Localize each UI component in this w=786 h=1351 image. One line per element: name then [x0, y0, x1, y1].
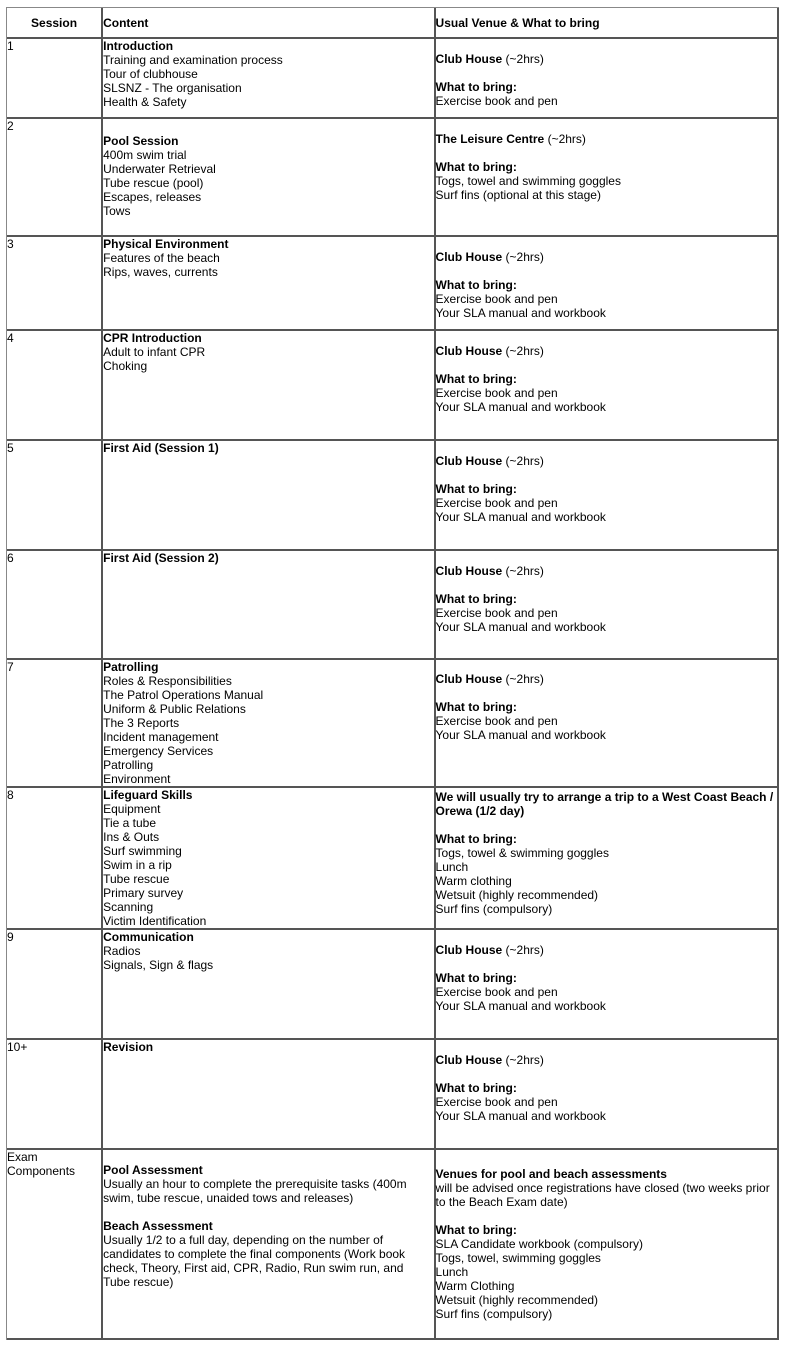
session-content-item: Equipment [103, 802, 161, 816]
bring-label: What to bring: [435, 278, 517, 292]
beach-assessment-line: Usually 1/2 to a full day, depending on the number of [103, 1233, 384, 1247]
session-content-item: Escapes, releases [103, 190, 202, 204]
exam-venue-title: Venues for pool and beach assessments [435, 1167, 667, 1181]
session-content-item: Signals, Sign & flags [103, 958, 214, 972]
venue-name-text: Club House [435, 454, 503, 468]
session-content-item: Features of the beach [103, 251, 220, 265]
pool-assessment-line: Usually an hour to complete the prerequisite tasks (400m [103, 1177, 407, 1191]
session-row [7, 1040, 779, 1150]
spacer [436, 358, 777, 372]
venue-duration: (~2hrs) [544, 132, 586, 146]
exam-bring-item: SLA Candidate workbook (compulsory) [435, 1237, 643, 1251]
venue-duration: (~2hrs) [502, 1053, 544, 1067]
session-number: 9 [7, 930, 103, 1040]
session-content-cell [103, 237, 435, 331]
session-row [7, 788, 779, 930]
bring-item: Warm clothing [435, 874, 512, 888]
header-row [7, 8, 779, 39]
session-row [7, 441, 779, 551]
session-content-item: Underwater Retrieval [103, 162, 216, 176]
session-content-item: Tube rescue (pool) [103, 176, 204, 190]
spacer [436, 818, 777, 832]
session-content-title: Revision [103, 1040, 154, 1054]
session-venue-cell [436, 441, 779, 551]
beach-assessment-line: candidates to complete the final components (Work book [103, 1247, 406, 1261]
session-content-cell [103, 331, 435, 441]
exam-bring-item: Surf fins (compulsory) [435, 1307, 553, 1321]
session-content-cell [103, 788, 435, 930]
bring-item: Wetsuit (highly recommended) [435, 888, 599, 902]
bring-item: Togs, towel and swimming goggles [435, 174, 621, 188]
bring-label: What to bring: [435, 592, 517, 606]
session-content-title: Pool Session [103, 134, 179, 148]
session-number: 2 [7, 119, 103, 237]
exam-content-cell [103, 1150, 435, 1340]
session-row [7, 237, 779, 331]
session-row [7, 119, 779, 237]
spacer [436, 468, 777, 482]
session-content-item: Patrolling [103, 758, 154, 772]
session-content-item: SLSNZ - The organisation [103, 81, 242, 95]
session-venue-cell [436, 551, 779, 660]
session-venue-cell [436, 1040, 779, 1150]
session-content-title: Lifeguard Skills [103, 788, 193, 802]
session-content-item: Victim Identification [103, 914, 207, 928]
session-content-item: 400m swim trial [103, 148, 187, 162]
beach-assessment-line: check, Theory, First aid, CPR, Radio, Run swim run, and [103, 1261, 404, 1275]
bring-label: What to bring: [435, 482, 517, 496]
session-number: 1 [7, 39, 103, 119]
exam-session-cell [7, 1150, 103, 1340]
session-content-title: Communication [103, 930, 194, 944]
exam-venue-line: to the Beach Exam date) [435, 1195, 568, 1209]
pool-assessment-title: Pool Assessment [103, 1163, 203, 1177]
spacer [436, 686, 777, 700]
bring-item: Exercise book and pen [435, 386, 558, 400]
session-number: 10+ [7, 1040, 103, 1150]
session-content-cell [103, 551, 435, 660]
bring-item: Your SLA manual and workbook [435, 1109, 606, 1123]
venue-duration: (~2hrs) [502, 943, 544, 957]
session-venue-cell [436, 660, 779, 788]
session-content-item: Tube rescue [103, 872, 170, 886]
venue-name [436, 250, 777, 264]
exam-bring-item: Warm Clothing [435, 1279, 515, 1293]
spacer [436, 146, 777, 160]
bring-item: Exercise book and pen [435, 714, 558, 728]
spacer [436, 578, 777, 592]
session-content-item: Adult to infant CPR [103, 345, 206, 359]
session-venue-cell [436, 119, 779, 237]
session-content-item: Health & Safety [103, 95, 187, 109]
session-content-item: Emergency Services [103, 744, 214, 758]
venue-name-text: The Leisure Centre [435, 132, 545, 146]
venue-duration: (~2hrs) [502, 672, 544, 686]
venue-name-text: Club House [435, 52, 503, 66]
session-number: 7 [7, 660, 103, 788]
session-content-item: Tie a tube [103, 816, 157, 830]
bring-item: Your SLA manual and workbook [435, 999, 606, 1013]
session-content-cell [103, 441, 435, 551]
session-venue-cell [436, 237, 779, 331]
session-number: 4 [7, 331, 103, 441]
bring-label: What to bring: [435, 700, 517, 714]
venue-name-text: Club House [435, 564, 503, 578]
session-content-cell [103, 1040, 435, 1150]
session-content-title: First Aid (Session 2) [103, 551, 219, 565]
exam-venue-line: will be advised once registrations have closed (two weeks prior [435, 1181, 770, 1195]
session-content-item: Incident management [103, 730, 219, 744]
session-number: 6 [7, 551, 103, 660]
session-content-item: The Patrol Operations Manual [103, 688, 264, 702]
exam-session-label-1: Exam [7, 1150, 38, 1164]
venue-name-text: Club House [435, 1053, 503, 1067]
session-content-item: Surf swimming [103, 844, 182, 858]
bring-item: Your SLA manual and workbook [435, 306, 606, 320]
session-row [7, 660, 779, 788]
session-content-title: Patrolling [103, 660, 159, 674]
session-content-title: Physical Environment [103, 237, 229, 251]
session-number: 3 [7, 237, 103, 331]
session-content-item: Radios [103, 944, 141, 958]
exam-bring-item: Lunch [435, 1265, 469, 1279]
session-content-item: The 3 Reports [103, 716, 180, 730]
venue-name [436, 1053, 777, 1067]
session-content-title: CPR Introduction [103, 331, 202, 345]
session-content-cell [103, 39, 435, 119]
session-content-item: Swim in a rip [103, 858, 172, 872]
session-content-item: Training and examination process [103, 53, 283, 67]
bring-item: Surf fins (optional at this stage) [435, 188, 601, 202]
bring-label: What to bring: [435, 832, 517, 846]
session-content-title: Introduction [103, 39, 174, 53]
venue-duration: (~2hrs) [502, 344, 544, 358]
venue-name-text: We will usually try to arrange a trip to a West Coast Beach / Orewa (1/2 day) [435, 790, 774, 818]
spacer [436, 66, 777, 80]
session-number: 8 [7, 788, 103, 930]
bring-item: Exercise book and pen [435, 1095, 558, 1109]
venue-duration: (~2hrs) [502, 250, 544, 264]
venue-name [436, 672, 777, 686]
venue-name [436, 52, 777, 66]
exam-bring-item: Togs, towel, swimming goggles [435, 1251, 601, 1265]
bring-item: Exercise book and pen [435, 292, 558, 306]
session-content-title: First Aid (Session 1) [103, 441, 219, 455]
venue-duration: (~2hrs) [502, 564, 544, 578]
session-venue-cell [436, 331, 779, 441]
session-content-item: Choking [103, 359, 148, 373]
exam-session-label-2: Components [7, 1164, 76, 1178]
session-row [7, 39, 779, 119]
session-content-item: Roles & Responsibilities [103, 674, 232, 688]
bring-item: Your SLA manual and workbook [435, 510, 606, 524]
session-venue-cell [436, 788, 779, 930]
venue-name [436, 790, 777, 818]
session-number: 5 [7, 441, 103, 551]
bring-item: Exercise book and pen [435, 606, 558, 620]
venue-duration: (~2hrs) [502, 52, 544, 66]
session-content-item: Uniform & Public Relations [103, 702, 246, 716]
session-content-item: Environment [103, 772, 171, 786]
session-row [7, 331, 779, 441]
bring-item: Your SLA manual and workbook [435, 400, 606, 414]
venue-name [436, 943, 777, 957]
header-session: Session [7, 8, 103, 39]
bring-label: What to bring: [435, 372, 517, 386]
training-schedule-table [6, 7, 779, 1340]
spacer [436, 1067, 777, 1081]
exam-venue-cell [436, 1150, 779, 1340]
exam-row [7, 1150, 779, 1340]
session-row [7, 930, 779, 1040]
bring-item: Exercise book and pen [435, 94, 558, 108]
exam-bring-label: What to bring: [435, 1223, 517, 1237]
session-content-cell [103, 930, 435, 1040]
spacer [436, 957, 777, 971]
session-row [7, 551, 779, 660]
session-content-item: Rips, waves, currents [103, 265, 218, 279]
bring-item: Surf fins (compulsory) [435, 902, 553, 916]
bring-item: Togs, towel & swimming goggles [435, 846, 609, 860]
pool-assessment-line: swim, tube rescue, unaided tows and releases) [103, 1191, 354, 1205]
bring-item: Lunch [435, 860, 469, 874]
bring-item: Exercise book and pen [435, 496, 558, 510]
venue-name [436, 564, 777, 578]
session-content-cell [103, 119, 435, 237]
bring-item: Exercise book and pen [435, 985, 558, 999]
venue-name [436, 454, 777, 468]
bring-item: Your SLA manual and workbook [435, 620, 606, 634]
venue-name-text: Club House [435, 250, 503, 264]
exam-bring-item: Wetsuit (highly recommended) [435, 1293, 599, 1307]
session-content-item: Ins & Outs [103, 830, 160, 844]
session-content-cell [103, 660, 435, 788]
header-content: Content [103, 8, 435, 39]
venue-name [436, 132, 777, 146]
venue-name-text: Club House [435, 943, 503, 957]
venue-name-text: Club House [435, 672, 503, 686]
session-content-item: Tour of clubhouse [103, 67, 198, 81]
bring-item: Your SLA manual and workbook [435, 728, 606, 742]
bring-label: What to bring: [435, 1081, 517, 1095]
session-venue-cell [436, 39, 779, 119]
session-content-item: Tows [103, 204, 131, 218]
venue-duration: (~2hrs) [502, 454, 544, 468]
session-venue-cell [436, 930, 779, 1040]
beach-assessment-title: Beach Assessment [103, 1219, 213, 1233]
bring-label: What to bring: [435, 160, 517, 174]
spacer [436, 264, 777, 278]
session-content-item: Scanning [103, 900, 154, 914]
venue-name [436, 344, 777, 358]
session-content-item: Primary survey [103, 886, 184, 900]
beach-assessment-line: Tube rescue) [103, 1275, 174, 1289]
bring-label: What to bring: [435, 80, 517, 94]
header-venue: Usual Venue & What to bring [436, 8, 779, 39]
bring-label: What to bring: [435, 971, 517, 985]
venue-name-text: Club House [435, 344, 503, 358]
